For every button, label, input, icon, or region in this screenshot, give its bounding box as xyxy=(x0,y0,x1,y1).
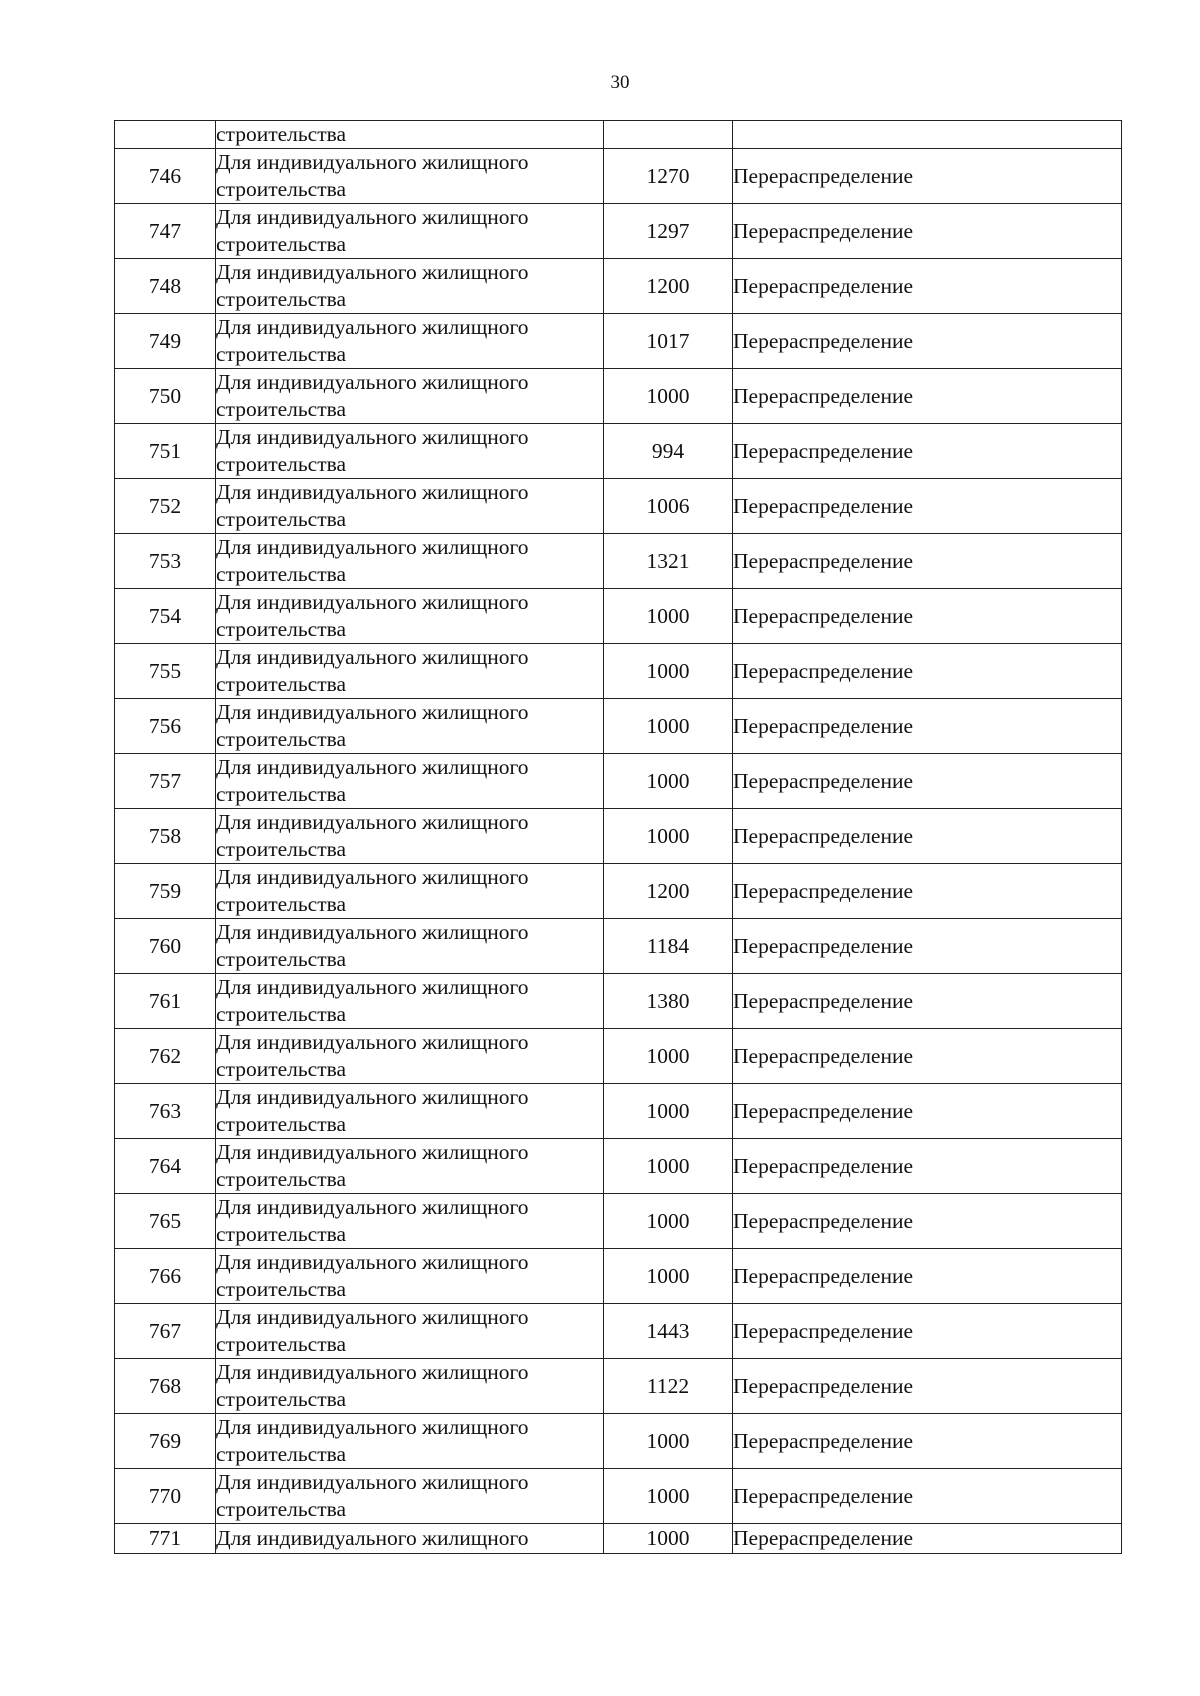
table-row xyxy=(115,754,1122,809)
cell-area: 1000 xyxy=(604,1084,733,1139)
cell-number: 750 xyxy=(115,369,216,424)
purpose-line-2: строительства xyxy=(216,782,347,806)
cell-area: 1000 xyxy=(604,1524,733,1554)
cell-number: 746 xyxy=(115,149,216,204)
cell-area: 1000 xyxy=(604,1414,733,1469)
table-row xyxy=(115,644,1122,699)
table-row xyxy=(115,259,1122,314)
purpose-line-1: Для индивидуального жилищного xyxy=(216,590,529,614)
table-row xyxy=(115,1249,1122,1304)
cell-method: Перераспределение xyxy=(733,1524,1122,1554)
cell-number: 749 xyxy=(115,314,216,369)
cell-area: 1270 xyxy=(604,149,733,204)
cell-purpose xyxy=(216,1139,604,1194)
cell-number: 747 xyxy=(115,204,216,259)
purpose-line-2: строительства xyxy=(216,1222,347,1246)
cell-number: 759 xyxy=(115,864,216,919)
purpose-line-2: строительства xyxy=(216,947,347,971)
cell-purpose xyxy=(216,204,604,259)
table-row xyxy=(115,534,1122,589)
cell-purpose xyxy=(216,1304,604,1359)
cell-purpose xyxy=(216,1469,604,1524)
cell-method: Перераспределение xyxy=(733,644,1122,699)
cell-method: Перераспределение xyxy=(733,1469,1122,1524)
purpose-line-2: строительства xyxy=(216,1277,347,1301)
cell-purpose xyxy=(216,919,604,974)
cell-method: Перераспределение xyxy=(733,479,1122,534)
table-row xyxy=(115,809,1122,864)
purpose-line-2: строительства xyxy=(216,672,347,696)
purpose-line-2: строительства xyxy=(216,177,347,201)
table-row xyxy=(115,1469,1122,1524)
cell-method: Перераспределение xyxy=(733,369,1122,424)
cell-method: Перераспределение xyxy=(733,1304,1122,1359)
purpose-line-1: Для индивидуального жилищного xyxy=(216,1195,529,1219)
cell-number: 756 xyxy=(115,699,216,754)
purpose-line-2: строительства xyxy=(216,1387,347,1411)
cell-number: 758 xyxy=(115,809,216,864)
cell-area: 1297 xyxy=(604,204,733,259)
cell-number: 763 xyxy=(115,1084,216,1139)
cell-area: 1000 xyxy=(604,754,733,809)
cell-area: 1000 xyxy=(604,589,733,644)
table-row xyxy=(115,479,1122,534)
table-row xyxy=(115,974,1122,1029)
purpose-line-2: строительства xyxy=(216,727,347,751)
cell-area: 1122 xyxy=(604,1359,733,1414)
purpose-line-2: строительства xyxy=(216,1332,347,1356)
purpose-line-1: Для индивидуального жилищного xyxy=(216,535,529,559)
cell-purpose xyxy=(216,644,604,699)
purpose-line-1: Для индивидуального жилищного xyxy=(216,755,529,779)
cell-area: 1006 xyxy=(604,479,733,534)
purpose-line-2: строительства xyxy=(216,1112,347,1136)
table-row xyxy=(115,1029,1122,1084)
cell-number: 752 xyxy=(115,479,216,534)
purpose-line-2: строительства xyxy=(216,1002,347,1026)
cell-purpose xyxy=(216,149,604,204)
purpose-line-1: Для индивидуального жилищного xyxy=(216,1470,529,1494)
cell-method: Перераспределение xyxy=(733,314,1122,369)
cell-purpose xyxy=(216,479,604,534)
cell-purpose xyxy=(216,369,604,424)
cell-method: Перераспределение xyxy=(733,204,1122,259)
cell-area: 1000 xyxy=(604,809,733,864)
purpose-line-2: строительства xyxy=(216,287,347,311)
cell-purpose xyxy=(216,534,604,589)
cell-area: 1000 xyxy=(604,1249,733,1304)
table-row xyxy=(115,369,1122,424)
purpose-line-1: Для индивидуального жилищного xyxy=(216,920,529,944)
cell-number: 768 xyxy=(115,1359,216,1414)
table-row xyxy=(115,1359,1122,1414)
purpose-line-2: строительства xyxy=(216,1442,347,1466)
purpose-line-1: Для индивидуального жилищного xyxy=(216,865,529,889)
cell-method: Перераспределение xyxy=(733,1139,1122,1194)
cell-number: 767 xyxy=(115,1304,216,1359)
cell-number: 757 xyxy=(115,754,216,809)
purpose-line-2: строительства xyxy=(216,397,347,421)
cell-area: 1000 xyxy=(604,369,733,424)
cell-method: Перераспределение xyxy=(733,974,1122,1029)
purpose-line-1: Для индивидуального жилищного xyxy=(216,1085,529,1109)
cell-number: 751 xyxy=(115,424,216,479)
purpose-line-1: Для индивидуального жилищного xyxy=(216,150,529,174)
cell-area: 1000 xyxy=(604,1029,733,1084)
cell-number: 762 xyxy=(115,1029,216,1084)
table-row xyxy=(115,149,1122,204)
cell-number: 764 xyxy=(115,1139,216,1194)
cell-area: 1443 xyxy=(604,1304,733,1359)
cell-area: 1000 xyxy=(604,1194,733,1249)
purpose-line-2: строительства xyxy=(216,507,347,531)
purpose-line-1: Для индивидуального жилищного xyxy=(216,370,529,394)
cell-area: 1200 xyxy=(604,259,733,314)
cell-purpose xyxy=(216,809,604,864)
table-row xyxy=(115,314,1122,369)
cell-purpose xyxy=(216,754,604,809)
cell-number: 766 xyxy=(115,1249,216,1304)
cell-number xyxy=(115,121,216,149)
cell-method: Перераспределение xyxy=(733,864,1122,919)
cell-purpose xyxy=(216,121,604,149)
cell-purpose xyxy=(216,1084,604,1139)
cell-number: 771 xyxy=(115,1524,216,1554)
table-row xyxy=(115,1084,1122,1139)
cell-purpose xyxy=(216,1359,604,1414)
table-row xyxy=(115,1139,1122,1194)
purpose-line-1: Для индивидуального жилищного xyxy=(216,315,529,339)
table-row xyxy=(115,864,1122,919)
cell-number: 761 xyxy=(115,974,216,1029)
purpose-line-1: Для индивидуального жилищного xyxy=(216,1250,529,1274)
purpose-line-1: Для индивидуального жилищного xyxy=(216,425,529,449)
cell-method: Перераспределение xyxy=(733,534,1122,589)
purpose-line-1: Для индивидуального жилищного xyxy=(216,480,529,504)
purpose-line-1: Для индивидуального жилищного xyxy=(216,700,529,724)
cell-area: 1321 xyxy=(604,534,733,589)
table-row-continuation xyxy=(115,121,1122,149)
table-body xyxy=(115,121,1122,1554)
table-row xyxy=(115,919,1122,974)
purpose-line-1: Для индивидуального жилищного xyxy=(216,975,529,999)
cell-method: Перераспределение xyxy=(733,424,1122,479)
table-row xyxy=(115,1194,1122,1249)
cell-number: 769 xyxy=(115,1414,216,1469)
cell-number: 753 xyxy=(115,534,216,589)
cell-area: 1200 xyxy=(604,864,733,919)
cell-purpose xyxy=(216,864,604,919)
cell-purpose xyxy=(216,974,604,1029)
cell-method: Перераспределение xyxy=(733,1029,1122,1084)
purpose-line-2: строительства xyxy=(216,1167,347,1191)
cell-number: 765 xyxy=(115,1194,216,1249)
purpose-line-1: Для индивидуального жилищного xyxy=(216,1415,529,1439)
purpose-line-1: Для индивидуального жилищного xyxy=(216,645,529,669)
cell-area: 1000 xyxy=(604,1139,733,1194)
purpose-text: строительства xyxy=(216,122,347,146)
table-row xyxy=(115,589,1122,644)
purpose-line-2: строительства xyxy=(216,837,347,861)
purpose-line-1: Для индивидуального жилищного xyxy=(216,1140,529,1164)
cell-purpose xyxy=(216,1524,604,1554)
purpose-line-2: строительства xyxy=(216,1497,347,1521)
purpose-line-2: строительства xyxy=(216,232,347,256)
page-number: 30 xyxy=(610,72,630,93)
cell-method xyxy=(733,121,1122,149)
purpose-line-1: Для индивидуального жилищного xyxy=(216,260,529,284)
purpose-line-1: Для индивидуального жилищного xyxy=(216,205,529,229)
purpose-line-2: строительства xyxy=(216,892,347,916)
cell-area: 1184 xyxy=(604,919,733,974)
cell-purpose xyxy=(216,1194,604,1249)
cell-method: Перераспределение xyxy=(733,1084,1122,1139)
cell-area: 1000 xyxy=(604,1469,733,1524)
land-plots-table xyxy=(114,120,1122,1554)
cell-method: Перераспределение xyxy=(733,809,1122,864)
purpose-line-2: строительства xyxy=(216,562,347,586)
cell-method: Перераспределение xyxy=(733,1249,1122,1304)
purpose-line-1: Для индивидуального жилищного xyxy=(216,1526,529,1550)
table-row xyxy=(115,204,1122,259)
purpose-line-2: строительства xyxy=(216,342,347,366)
cell-method: Перераспределение xyxy=(733,1194,1122,1249)
cell-purpose xyxy=(216,314,604,369)
cell-purpose xyxy=(216,1249,604,1304)
purpose-line-2: строительства xyxy=(216,1057,347,1081)
cell-area: 1017 xyxy=(604,314,733,369)
cell-method: Перераспределение xyxy=(733,754,1122,809)
cell-number: 760 xyxy=(115,919,216,974)
cell-number: 770 xyxy=(115,1469,216,1524)
cell-number: 754 xyxy=(115,589,216,644)
cell-area: 1380 xyxy=(604,974,733,1029)
purpose-line-2: строительства xyxy=(216,452,347,476)
cell-method: Перераспределение xyxy=(733,259,1122,314)
cell-purpose xyxy=(216,424,604,479)
table-row xyxy=(115,1304,1122,1359)
cell-purpose xyxy=(216,259,604,314)
table-row-last xyxy=(115,1524,1122,1554)
cell-method: Перераспределение xyxy=(733,919,1122,974)
cell-number: 755 xyxy=(115,644,216,699)
cell-area xyxy=(604,121,733,149)
cell-method: Перераспределение xyxy=(733,699,1122,754)
cell-method: Перераспределение xyxy=(733,1359,1122,1414)
purpose-line-1: Для индивидуального жилищного xyxy=(216,810,529,834)
cell-purpose xyxy=(216,1029,604,1084)
table-row xyxy=(115,424,1122,479)
cell-method: Перераспределение xyxy=(733,589,1122,644)
purpose-line-2: строительства xyxy=(216,617,347,641)
purpose-line-1: Для индивидуального жилищного xyxy=(216,1360,529,1384)
cell-purpose xyxy=(216,699,604,754)
cell-number: 748 xyxy=(115,259,216,314)
cell-method: Перераспределение xyxy=(733,149,1122,204)
cell-area: 994 xyxy=(604,424,733,479)
purpose-line-1: Для индивидуального жилищного xyxy=(216,1030,529,1054)
purpose-line-1: Для индивидуального жилищного xyxy=(216,1305,529,1329)
cell-area: 1000 xyxy=(604,644,733,699)
table-row xyxy=(115,699,1122,754)
cell-purpose xyxy=(216,589,604,644)
cell-area: 1000 xyxy=(604,699,733,754)
cell-method: Перераспределение xyxy=(733,1414,1122,1469)
cell-purpose xyxy=(216,1414,604,1469)
table-row xyxy=(115,1414,1122,1469)
